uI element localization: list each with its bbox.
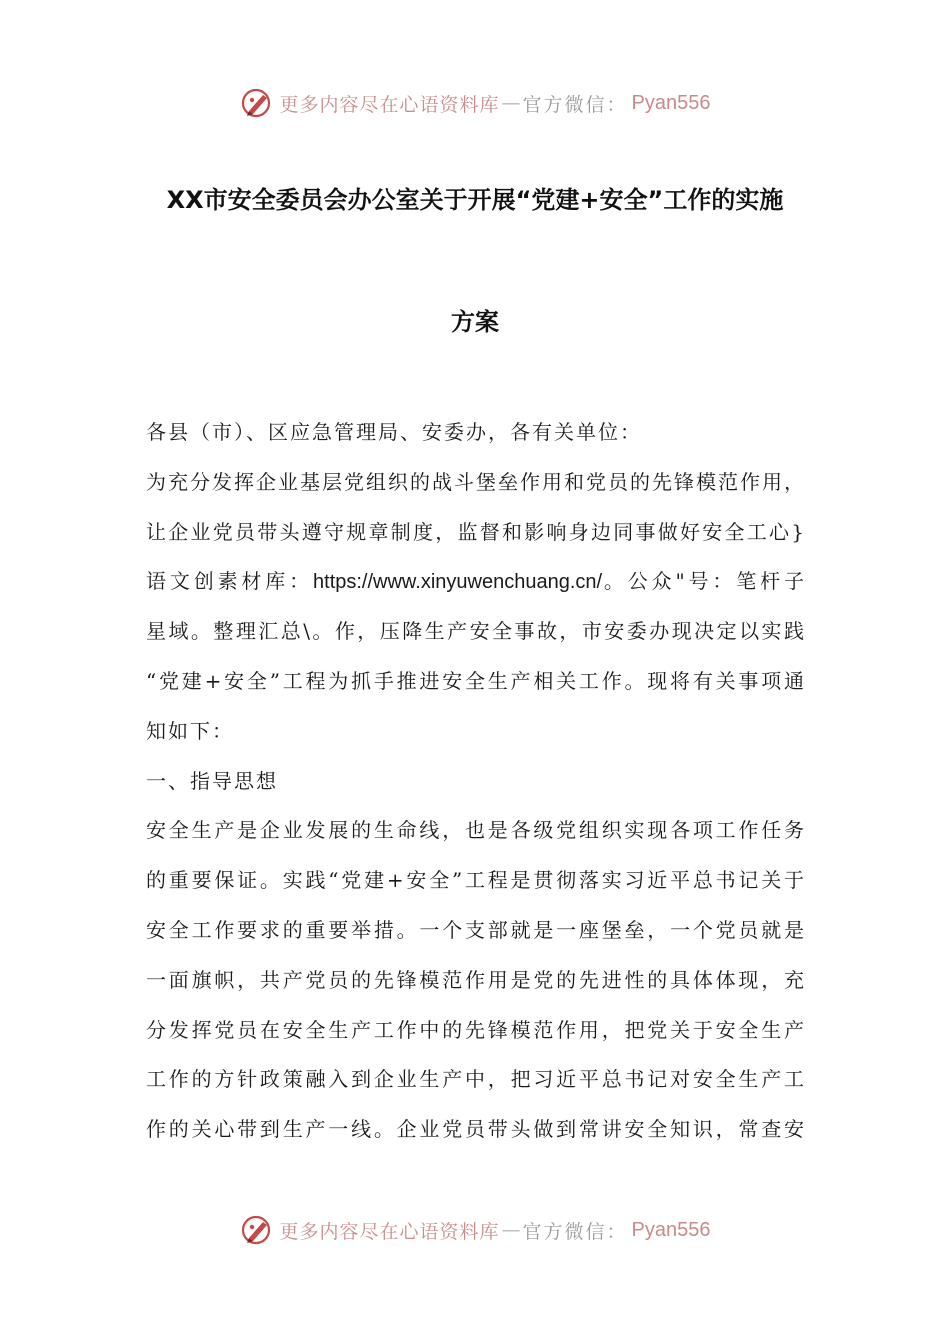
body-line: 一面旗帜，共产党员的先锋模范作用是党的先进性的具体体现，充	[146, 967, 806, 992]
body-line: 星域。整理汇总\。作，压降生产安全事故，市安委办现决定以实践	[146, 619, 806, 644]
body-line-with-url	[146, 557, 806, 607]
body-line: 作的关心带到生产一线。企业党员带头做到常讲安全知识，常查安	[146, 1117, 806, 1142]
banner-dash: —	[501, 92, 521, 114]
document-title-line-2: 方案	[451, 308, 499, 336]
body-line: 安全工作要求的重要举措。一个支部就是一座堡垒，一个党员就是	[146, 917, 806, 942]
body-line-prefix: 语文创素材库：	[146, 569, 314, 594]
pen-logo-icon	[240, 86, 274, 120]
body-line: 各县（市）、区应急管理局、安委办，各有关单位：	[146, 420, 642, 444]
body-line: “党建+安全”工程为抓手推进安全生产相关工作。现将有关事项通	[146, 668, 806, 693]
document-title-line-1: XX市安全委员会办公室关于开展“党建+安全”工作的实施	[166, 186, 784, 214]
banner-official-label: 官方微信：	[522, 1220, 628, 1243]
header-watermark-banner	[0, 83, 950, 123]
body-line: 分发挥党员在安全生产工作中的先锋模范作用，把党关于安全生产	[146, 1017, 806, 1042]
body-line: 让企业党员带头遵守规章制度，监督和影响身边同事做好安全工心}	[146, 519, 806, 544]
banner-wechat-id: Pyan556	[631, 91, 711, 114]
banner-main-text: 更多内容尽在心语资料库	[279, 1220, 500, 1243]
source-url-link[interactable]: https://www.xinyuwenchuang.cn/	[313, 571, 603, 594]
body-line: 的重要保证。实践“党建+安全”工程是贯彻落实习近平总书记关于	[146, 868, 806, 893]
banner-dash: —	[501, 1219, 521, 1241]
body-line: 工作的方针政策融入到企业生产中，把习近平总书记对安全生产工	[146, 1067, 806, 1092]
footer-watermark-banner	[0, 1210, 950, 1250]
body-line: 为充分发挥企业基层党组织的战斗堡垒作用和党员的先锋模范作用，	[146, 469, 806, 494]
body-line: 安全生产是企业发展的生命线，也是各级党组织实现各项工作任务	[146, 818, 806, 843]
section-heading: 一、指导思想	[146, 768, 278, 793]
banner-official-label: 官方微信：	[522, 93, 628, 116]
document-body	[146, 408, 806, 1155]
body-line: 知如下：	[146, 718, 234, 743]
banner-main-text: 更多内容尽在心语资料库	[279, 93, 500, 116]
banner-wechat-id: Pyan556	[631, 1218, 711, 1241]
pen-logo-icon	[240, 1213, 274, 1247]
body-line-suffix: 。公众"号：笔杆子	[602, 569, 806, 594]
